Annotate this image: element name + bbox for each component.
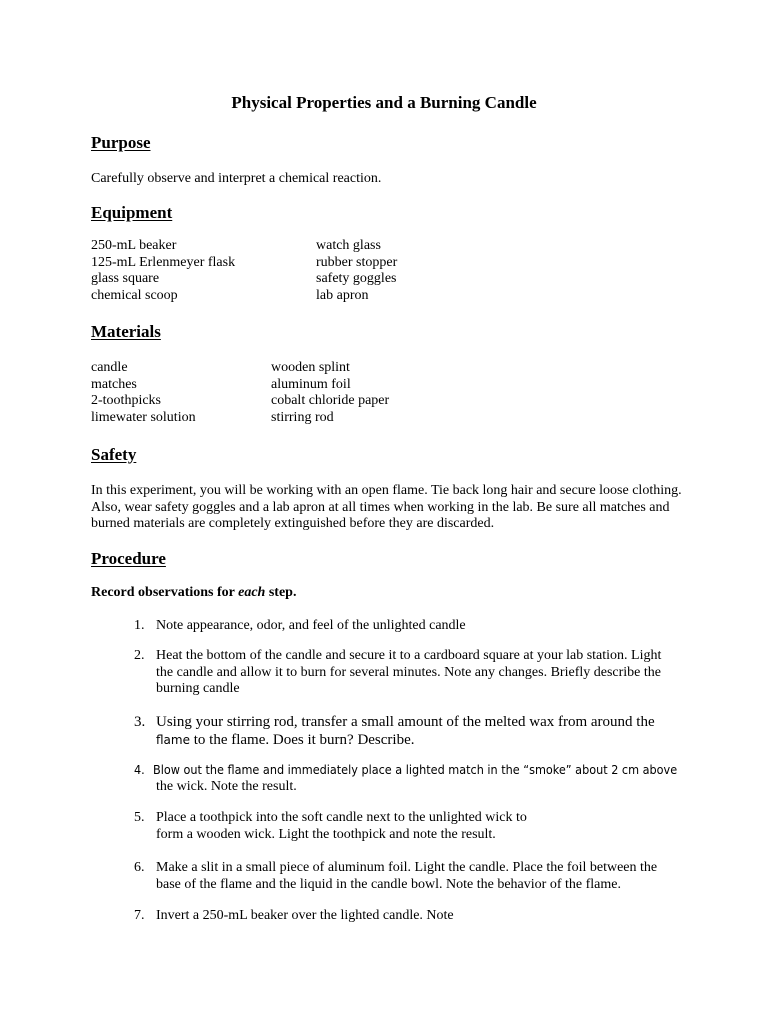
materials-list-right bbox=[271, 360, 389, 426]
instruction-prefix: Record observations for bbox=[91, 585, 239, 600]
step-text bbox=[156, 618, 694, 635]
procedure-step-7 bbox=[134, 908, 694, 925]
list-item: 250-mL beaker bbox=[91, 238, 177, 253]
step-line bbox=[156, 731, 694, 749]
list-item: 2-toothpicks bbox=[91, 393, 161, 409]
step-line: Heat the bottom of the candle and secure it to a cardboard square at your lab station. Light bbox=[156, 648, 662, 663]
procedure-step-4 bbox=[134, 762, 694, 795]
list-item: limewater solution bbox=[91, 409, 196, 425]
step-line: the wick. Note the result. bbox=[156, 778, 297, 794]
list-item: matches bbox=[91, 376, 137, 392]
list-item: safety goggles bbox=[316, 271, 397, 287]
equipment-heading: Equipment bbox=[91, 203, 173, 222]
safety-heading: Safety bbox=[91, 445, 137, 464]
step-line: Make a slit in a small piece of aluminum foil. Light the candle. Place the foil between the bbox=[156, 860, 658, 875]
page-title: Physical Properties and a Burning Candle bbox=[231, 93, 537, 112]
list-item: stirring rod bbox=[271, 409, 334, 425]
step-number: 5. bbox=[134, 810, 145, 825]
step-number: 6. bbox=[134, 860, 145, 875]
procedure-step-5 bbox=[134, 810, 694, 843]
list-item: glass square bbox=[91, 271, 160, 287]
list-item: candle bbox=[91, 360, 128, 375]
materials-list-left bbox=[91, 360, 196, 426]
step-line: Invert a 250-mL beaker over the lighted candle. Note bbox=[156, 908, 454, 923]
step-line: Using your stirring rod, transfer a small amount of the melted wax from around the bbox=[156, 714, 655, 730]
list-item: cobalt chloride paper bbox=[271, 393, 390, 409]
step-number: 3. bbox=[134, 714, 146, 730]
step-line: Place a toothpick into the soft candle next to the unlighted wick to bbox=[156, 810, 527, 825]
step-line: Note appearance, odor, and feel of the unlighted candle bbox=[156, 618, 466, 633]
step-line: Blow out the flame and immediately place a lighted match in the “smoke” about 2 cm above bbox=[153, 762, 678, 777]
step-text bbox=[156, 810, 694, 843]
safety-text bbox=[91, 483, 731, 533]
list-item: 125-mL Erlenmeyer flask bbox=[91, 254, 236, 270]
safety-line: In this experiment, you will be working with an open flame. Tie back long hair and secure loose clothing. bbox=[91, 483, 682, 498]
procedure-step-6 bbox=[134, 860, 694, 893]
procedure-step-1 bbox=[134, 618, 694, 635]
purpose-heading: Purpose bbox=[91, 133, 151, 152]
procedure-step-2 bbox=[134, 648, 694, 698]
list-item: lab apron bbox=[316, 287, 369, 303]
purpose-text: Carefully observe and interpret a chemical reaction. bbox=[91, 171, 382, 186]
step-number: 1. bbox=[134, 618, 145, 633]
list-item: rubber stopper bbox=[316, 254, 398, 270]
step-line: the candle and allow it to burn for several minutes. Note any changes. Briefly describe the bbox=[156, 664, 661, 680]
list-item: chemical scoop bbox=[91, 287, 178, 303]
procedure-instruction bbox=[91, 585, 691, 602]
step-text bbox=[156, 860, 694, 893]
equipment-list-right bbox=[316, 238, 397, 304]
materials-heading: Materials bbox=[91, 322, 161, 341]
step-text bbox=[156, 648, 694, 698]
list-item: watch glass bbox=[316, 238, 381, 253]
instruction-suffix: step. bbox=[265, 585, 297, 600]
list-item: aluminum foil bbox=[271, 376, 351, 392]
procedure-step-3 bbox=[134, 713, 694, 749]
safety-line: burned materials are completely extinguished before they are discarded. bbox=[91, 516, 495, 531]
step-text bbox=[156, 713, 694, 749]
step-line: base of the flame and the liquid in the candle bowl. Note the behavior of the flame. bbox=[156, 876, 621, 892]
step-word: flame bbox=[156, 733, 190, 747]
equipment-list-left bbox=[91, 238, 235, 304]
safety-line: Also, wear safety goggles and a lab apron at all times when working in the lab. Be sure all matches and bbox=[91, 499, 670, 515]
step-number: 4. bbox=[134, 762, 145, 777]
list-item: wooden splint bbox=[271, 360, 350, 375]
instruction-emphasis: each bbox=[238, 585, 266, 600]
step-line-rest: to the flame. Does it burn? Describe. bbox=[189, 732, 415, 748]
step-number: 2. bbox=[134, 648, 145, 663]
step-line: burning candle bbox=[156, 681, 240, 696]
step-line: form a wooden wick. Light the toothpick and note the result. bbox=[156, 826, 496, 842]
procedure-heading: Procedure bbox=[91, 549, 166, 568]
step-text bbox=[156, 908, 694, 925]
step-text bbox=[153, 762, 694, 795]
step-number: 7. bbox=[134, 908, 145, 923]
